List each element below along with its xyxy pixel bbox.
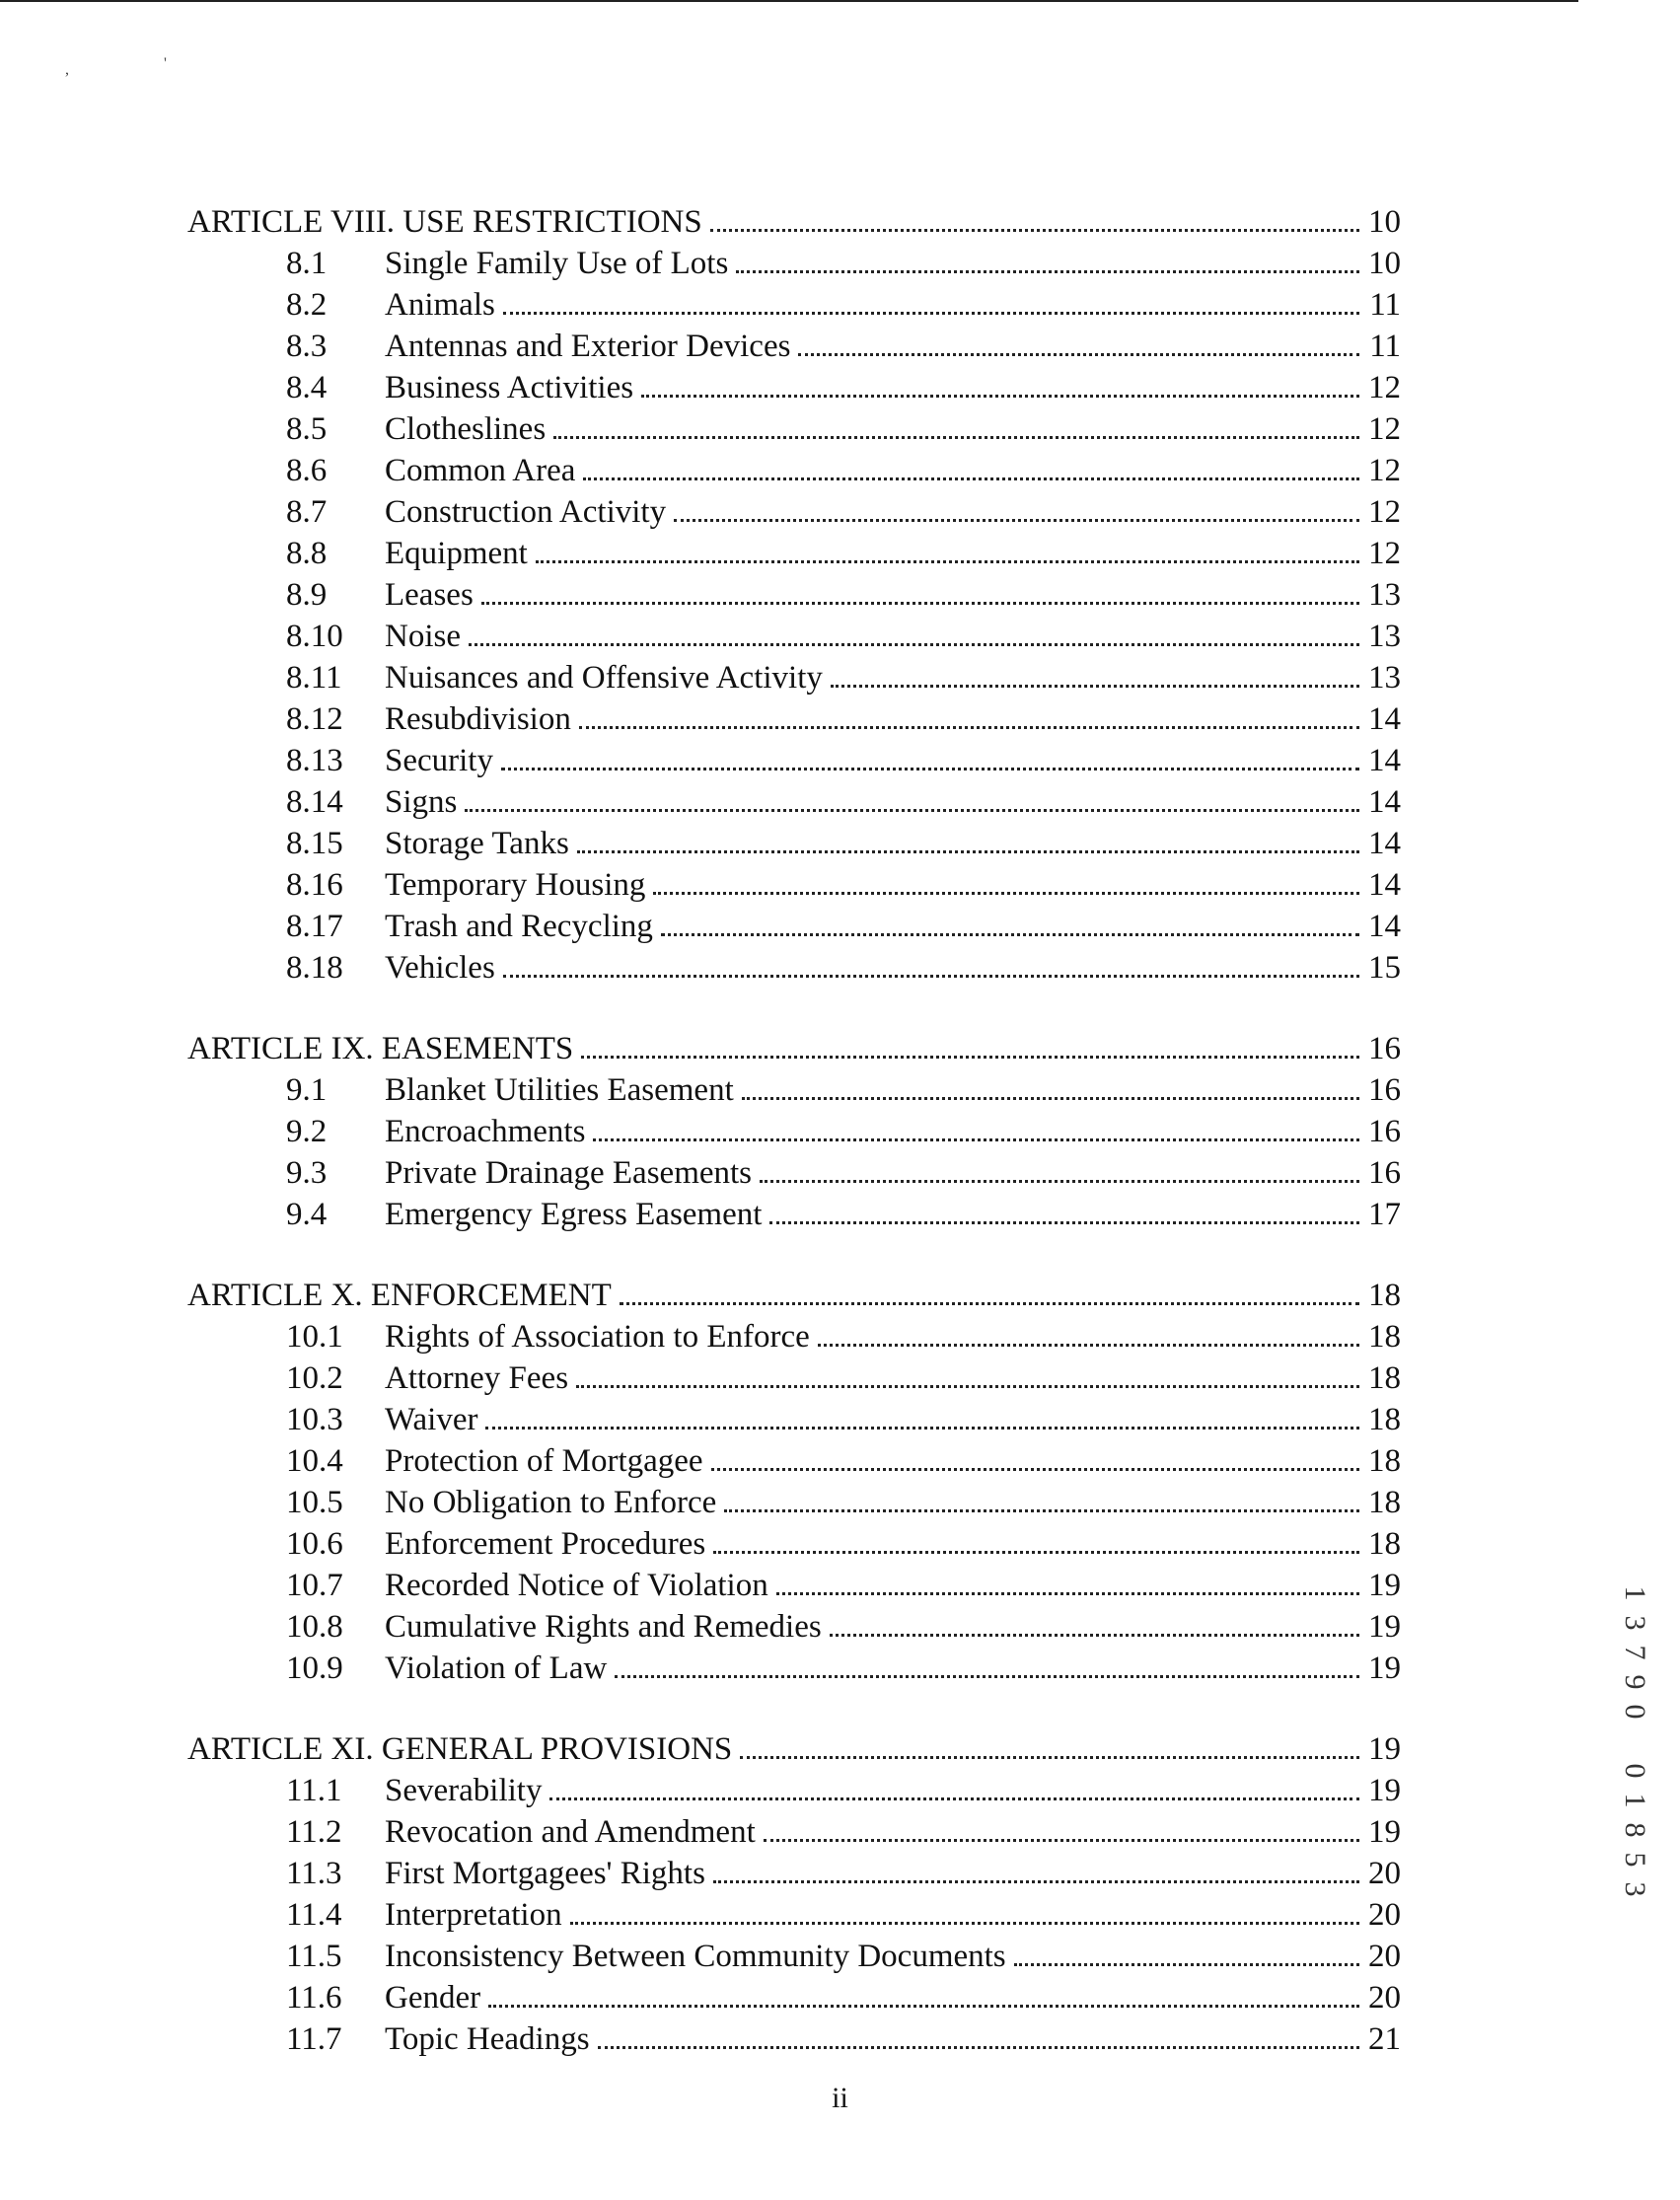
section-title: Revocation and Amendment (385, 1811, 764, 1853)
section-number: 9.2 (286, 1114, 328, 1149)
article-block (187, 201, 1401, 989)
section-row (187, 864, 1401, 906)
section-title: Single Family Use of Lots (385, 243, 736, 284)
section-row (187, 781, 1401, 823)
page-ref: 16 (1359, 1028, 1401, 1069)
section-row (187, 1565, 1401, 1606)
section-title: Clotheslines (385, 408, 553, 450)
section-title: Inconsistency Between Community Documents (385, 1936, 1014, 1977)
section-row (187, 1069, 1401, 1111)
dot-leader (818, 1316, 1359, 1347)
page-ref: 14 (1359, 906, 1401, 947)
section-number: 11.6 (286, 1980, 342, 2016)
dot-leader (736, 243, 1359, 273)
page-ref: 19 (1359, 1606, 1401, 1648)
dot-leader (713, 1853, 1359, 1883)
section-row (187, 1111, 1401, 1152)
section-title: Protection of Mortgagee (385, 1440, 711, 1482)
section-row (187, 2018, 1401, 2060)
section-row (187, 1316, 1401, 1357)
section-number: 8.14 (286, 784, 343, 820)
page-ref: 20 (1359, 1894, 1401, 1936)
page-ref: 14 (1359, 823, 1401, 864)
section-title: Animals (385, 284, 503, 326)
dot-leader (577, 823, 1359, 853)
page-ref: 19 (1359, 1811, 1401, 1853)
section-number: 8.10 (286, 619, 343, 654)
section-row (187, 823, 1401, 864)
section-row (187, 243, 1401, 284)
section-title: Violation of Law (385, 1648, 615, 1689)
article-row (187, 1028, 1401, 1069)
dot-leader (593, 1111, 1359, 1141)
dot-leader (583, 450, 1359, 480)
section-row (187, 616, 1401, 657)
section-number: 8.1 (286, 246, 328, 281)
page-ref: 18 (1359, 1399, 1401, 1440)
section-title: Interpretation (385, 1894, 570, 1936)
section-number: 8.8 (286, 536, 328, 571)
section-row (187, 284, 1401, 326)
stamp-char: 0 (1619, 1704, 1651, 1720)
article-heading: ARTICLE VIII. USE RESTRICTIONS (187, 201, 710, 243)
page-ref: 12 (1359, 491, 1401, 533)
page-ref: 16 (1359, 1069, 1401, 1111)
article-heading: ARTICLE X. ENFORCEMENT (187, 1275, 620, 1316)
article-heading: ARTICLE XI. GENERAL PROVISIONS (187, 1728, 740, 1770)
section-number: 8.16 (286, 867, 343, 903)
dot-leader (615, 1648, 1359, 1678)
page-ref: 18 (1359, 1357, 1401, 1399)
section-row (187, 1936, 1401, 1977)
section-row (187, 326, 1401, 367)
stamp-char (1620, 1726, 1649, 1756)
section-number: 8.17 (286, 909, 343, 944)
scan-speck: , (65, 61, 69, 78)
section-number: 8.9 (286, 577, 328, 613)
section-row (187, 367, 1401, 408)
section-row (187, 698, 1401, 740)
page-ref: 20 (1359, 1977, 1401, 2018)
section-number: 9.1 (286, 1072, 328, 1108)
section-number: 10.2 (286, 1360, 343, 1396)
dot-leader (776, 1565, 1359, 1595)
page-ref: 12 (1359, 367, 1401, 408)
stamp-char: 1 (1619, 1585, 1651, 1601)
section-title: Antennas and Exterior Devices (385, 326, 798, 367)
dot-leader (641, 367, 1359, 398)
section-title: Waiver (385, 1399, 485, 1440)
dot-leader (742, 1069, 1359, 1100)
article-block (187, 1028, 1401, 1235)
dot-leader (488, 1977, 1359, 2008)
section-row (187, 1606, 1401, 1648)
dot-leader (481, 574, 1359, 605)
dot-leader (653, 864, 1359, 895)
section-row (187, 657, 1401, 698)
dot-leader (570, 1894, 1359, 1925)
page-ref: 12 (1359, 408, 1401, 450)
section-row (187, 1770, 1401, 1811)
page-number: ii (832, 2082, 848, 2114)
section-number: 11.1 (286, 1773, 342, 1808)
page-ref: 19 (1359, 1728, 1401, 1770)
section-title: Encroachments (385, 1111, 593, 1152)
section-number: 8.2 (286, 287, 328, 323)
article-block (187, 1275, 1401, 1689)
section-number: 8.3 (286, 329, 328, 364)
page-ref: 19 (1359, 1565, 1401, 1606)
section-number: 8.15 (286, 826, 343, 861)
section-number: 8.6 (286, 453, 328, 488)
stamp-char: 0 (1619, 1763, 1651, 1779)
section-number: 10.1 (286, 1319, 343, 1355)
section-title: Business Activities (385, 367, 641, 408)
page-ref: 12 (1359, 450, 1401, 491)
section-number: 8.13 (286, 743, 343, 778)
article-heading: ARTICLE IX. EASEMENTS (187, 1028, 581, 1069)
article-row (187, 1728, 1401, 1770)
page-ref: 14 (1359, 740, 1401, 781)
page-ref: 17 (1359, 1194, 1401, 1235)
section-number: 10.8 (286, 1609, 343, 1645)
article-row (187, 201, 1401, 243)
dot-leader (830, 1606, 1359, 1637)
dot-leader (769, 1194, 1359, 1224)
stamp-char: 3 (1619, 1881, 1651, 1897)
dot-leader (724, 1482, 1359, 1512)
section-number: 8.11 (286, 660, 342, 696)
article-row (187, 1275, 1401, 1316)
section-number: 10.6 (286, 1526, 343, 1562)
section-number: 8.7 (286, 494, 328, 530)
dot-leader (581, 1028, 1359, 1059)
section-title: Security (385, 740, 501, 781)
dot-leader (713, 1523, 1359, 1554)
dot-leader (1014, 1936, 1359, 1966)
article-block (187, 1728, 1401, 2060)
section-number: 11.3 (286, 1856, 342, 1891)
dot-leader (661, 906, 1359, 936)
section-row (187, 1194, 1401, 1235)
section-number: 11.7 (286, 2021, 342, 2057)
section-row (187, 1894, 1401, 1936)
stamp-char: 3 (1619, 1615, 1651, 1631)
section-number: 8.4 (286, 370, 328, 405)
page-ref: 12 (1359, 533, 1401, 574)
page-ref: 18 (1359, 1275, 1401, 1316)
section-row (187, 740, 1401, 781)
section-title: Trash and Recycling (385, 906, 661, 947)
section-row (187, 1399, 1401, 1440)
page-ref: 18 (1359, 1316, 1401, 1357)
page-ref: 14 (1359, 698, 1401, 740)
section-title: Cumulative Rights and Remedies (385, 1606, 830, 1648)
page-ref: 11 (1359, 326, 1401, 367)
dot-leader (469, 616, 1359, 646)
section-row (187, 1482, 1401, 1523)
scan-top-border (0, 0, 1578, 2)
page-ref: 16 (1359, 1111, 1401, 1152)
section-title: Private Drainage Easements (385, 1152, 760, 1194)
section-row (187, 450, 1401, 491)
section-number: 10.3 (286, 1402, 343, 1437)
page-ref: 13 (1359, 657, 1401, 698)
dot-leader (465, 781, 1359, 812)
page-ref: 11 (1359, 284, 1401, 326)
section-row (187, 1523, 1401, 1565)
section-title: Vehicles (385, 947, 503, 989)
page-ref: 19 (1359, 1770, 1401, 1811)
page-ref: 20 (1359, 1853, 1401, 1894)
dot-leader (764, 1811, 1359, 1842)
page-ref: 13 (1359, 616, 1401, 657)
page-ref: 14 (1359, 864, 1401, 906)
section-number: 10.7 (286, 1568, 343, 1603)
section-title: Recorded Notice of Violation (385, 1565, 776, 1606)
section-number: 8.18 (286, 950, 343, 986)
section-title: Storage Tanks (385, 823, 577, 864)
section-number: 8.12 (286, 701, 343, 737)
scan-speck: ' (164, 55, 167, 72)
section-title: Nuisances and Offensive Activity (385, 657, 831, 698)
section-number: 11.2 (286, 1814, 342, 1850)
stamp-char: 8 (1619, 1822, 1651, 1838)
dot-leader (760, 1152, 1359, 1183)
dot-leader (620, 1275, 1359, 1305)
section-row (187, 1853, 1401, 1894)
dot-leader (485, 1399, 1359, 1430)
page-ref: 18 (1359, 1523, 1401, 1565)
dot-leader (711, 1440, 1359, 1471)
section-number: 11.4 (286, 1897, 342, 1933)
page-ref: 18 (1359, 1440, 1401, 1482)
section-row (187, 491, 1401, 533)
section-row (187, 408, 1401, 450)
section-number: 11.5 (286, 1939, 342, 1974)
page-ref: 10 (1359, 243, 1401, 284)
stamp-char: 9 (1619, 1674, 1651, 1690)
section-row (187, 1152, 1401, 1194)
section-title: Noise (385, 616, 469, 657)
page-ref: 18 (1359, 1482, 1401, 1523)
section-row (187, 906, 1401, 947)
page-ref: 16 (1359, 1152, 1401, 1194)
dot-leader (536, 533, 1359, 563)
section-title: Equipment (385, 533, 536, 574)
dot-leader (598, 2018, 1359, 2049)
dot-leader (503, 947, 1359, 978)
dot-leader (740, 1728, 1359, 1759)
page-ref: 10 (1359, 201, 1401, 243)
dot-leader (553, 408, 1359, 439)
page-ref: 14 (1359, 781, 1401, 823)
section-row (187, 574, 1401, 616)
section-title: Leases (385, 574, 481, 616)
section-row (187, 1357, 1401, 1399)
page-ref: 20 (1359, 1936, 1401, 1977)
section-row (187, 947, 1401, 989)
section-title: Emergency Egress Easement (385, 1194, 769, 1235)
section-row (187, 1977, 1401, 2018)
page-ref: 21 (1359, 2018, 1401, 2060)
section-title: Topic Headings (385, 2018, 598, 2060)
section-title: Signs (385, 781, 465, 823)
page-ref: 19 (1359, 1648, 1401, 1689)
page-ref: 13 (1359, 574, 1401, 616)
page-ref: 15 (1359, 947, 1401, 989)
section-title: Severability (385, 1770, 549, 1811)
section-title: Common Area (385, 450, 583, 491)
dot-leader (549, 1770, 1359, 1800)
recording-stamp (1620, 1578, 1649, 1904)
section-title: Resubdivision (385, 698, 579, 740)
dot-leader (501, 740, 1359, 770)
section-row (187, 1440, 1401, 1482)
section-title: Attorney Fees (385, 1357, 576, 1399)
section-number: 9.3 (286, 1155, 328, 1191)
section-title: Rights of Association to Enforce (385, 1316, 818, 1357)
section-number: 9.4 (286, 1197, 328, 1232)
section-title: Temporary Housing (385, 864, 653, 906)
table-of-contents (187, 201, 1401, 2099)
dot-leader (503, 284, 1359, 315)
dot-leader (576, 1357, 1359, 1388)
section-title: First Mortgagees' Rights (385, 1853, 713, 1894)
dot-leader (831, 657, 1359, 688)
section-title: No Obligation to Enforce (385, 1482, 724, 1523)
section-title: Blanket Utilities Easement (385, 1069, 742, 1111)
dot-leader (798, 326, 1359, 356)
section-number: 10.9 (286, 1650, 343, 1686)
stamp-char: 1 (1619, 1793, 1651, 1808)
dot-leader (710, 201, 1359, 232)
dot-leader (674, 491, 1359, 522)
section-title: Gender (385, 1977, 488, 2018)
section-title: Construction Activity (385, 491, 674, 533)
stamp-char: 5 (1619, 1852, 1651, 1868)
section-number: 8.5 (286, 411, 328, 447)
dot-leader (579, 698, 1359, 729)
stamp-char: 7 (1619, 1645, 1651, 1660)
section-row (187, 1811, 1401, 1853)
section-title: Enforcement Procedures (385, 1523, 713, 1565)
section-row (187, 533, 1401, 574)
section-number: 10.5 (286, 1485, 343, 1520)
section-number: 10.4 (286, 1443, 343, 1479)
section-row (187, 1648, 1401, 1689)
